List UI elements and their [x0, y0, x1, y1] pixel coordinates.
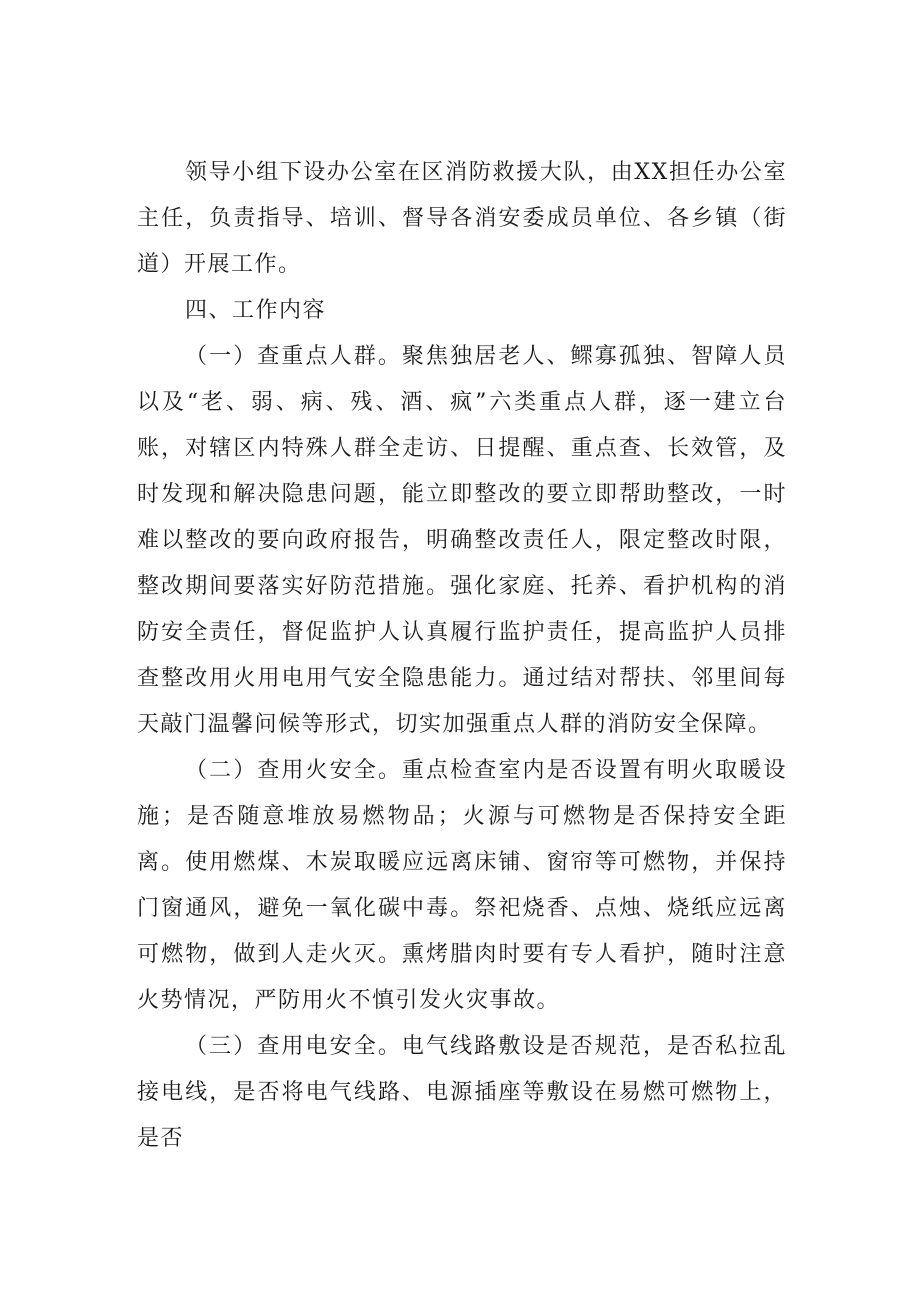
- paragraph-electrical-safety: （三）查用电安全。电气线路敷设是否规范，是否私拉乱接电线，是否将电气线路、电源插座等敷设在易燃可燃物上，是否: [137, 1034, 787, 1151]
- paragraph-key-groups: （一）查重点人群。聚焦独居老人、鳏寡孤独、智障人员以及“老、弱、病、残、酒、疯”六类重点人群，逐一建立台账，对辖区内特殊人群全走访、日提醒、重点查、长效管，及时发现和解决隐患问题，能立即整改的要立即帮助整改，一时难以整改的要向政府报告，明确整改责任人，限定整改时限，整改期间要落实好防范措施。强化家庭、托养、看护机构的消防安全责任，督促监护人认真履行监护责任，提高监护人员排查整改用火用电用气安全隐患能力。通过结对帮扶、邻里间每天敲门温馨问候等形式，切实加强重点人群的消防安全保障。: [137, 344, 787, 737]
- paragraph-fire-safety: （二）查用火安全。重点检查室内是否设置有明火取暖设施；是否随意堆放易燃物品；火源与可燃物是否保持安全距离。使用燃煤、木炭取暖应远离床铺、窗帘等可燃物，并保持门窗通风，避免一氧化碳中毒。祭祀烧香、点烛、烧纸应远离可燃物，做到人走火灭。熏烤腊肉时要有专人看护，随时注意火势情况，严防用火不慎引发火灾事故。: [137, 758, 787, 1013]
- document-body: [137, 150, 787, 1162]
- section-heading-work-content: 四、工作内容: [185, 298, 327, 323]
- paragraph-office-setup: 领导小组下设办公室在区消防救援大队，由XX担任办公室主任，负责指导、培训、督导各消安委成员单位、各乡镇（街道）开展工作。: [137, 160, 787, 277]
